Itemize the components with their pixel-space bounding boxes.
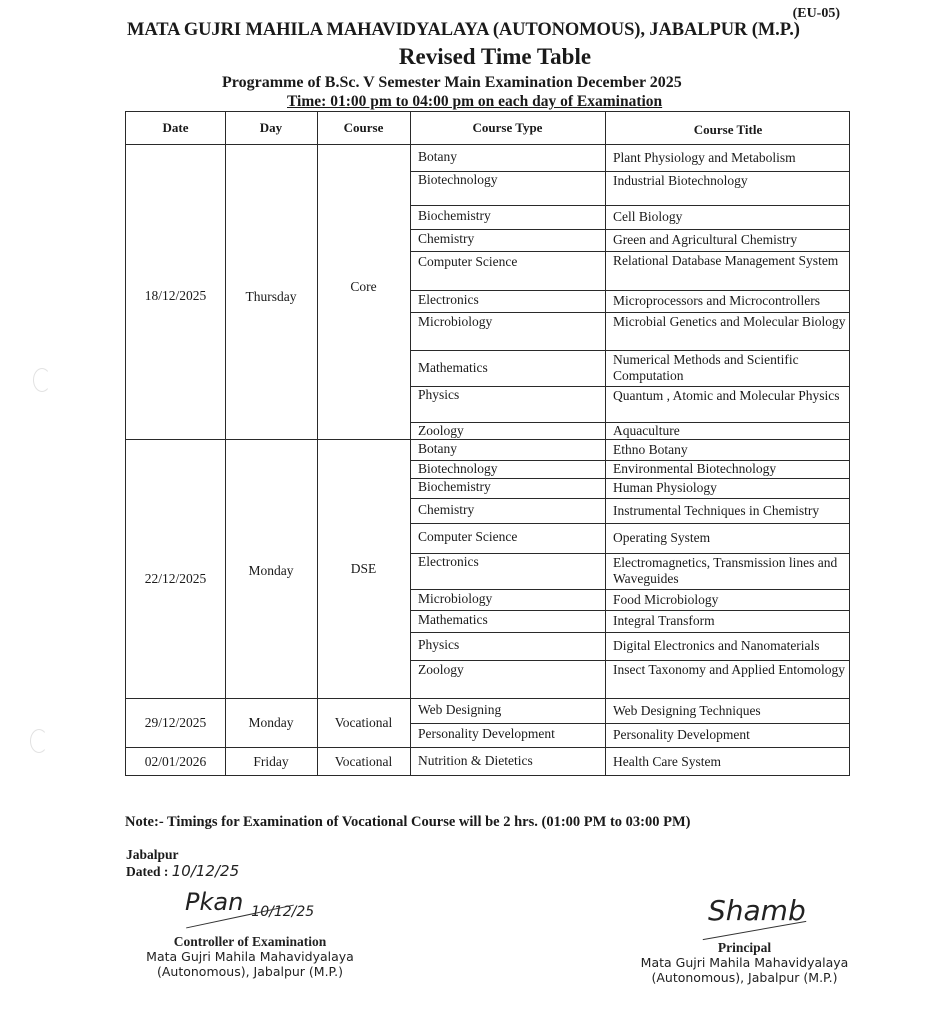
signature-handwriting: Pkan xyxy=(185,888,244,916)
course-category: DSE xyxy=(350,560,377,576)
controller-designation xyxy=(130,934,370,979)
group-divider xyxy=(126,698,849,699)
course-title: Environmental Biotechnology xyxy=(613,461,777,476)
course-type: Computer Science xyxy=(418,253,518,269)
course-title: Integral Transform xyxy=(613,613,715,628)
exam-day: Monday xyxy=(248,714,294,730)
course-title: Personality Development xyxy=(613,727,750,742)
group-divider xyxy=(126,439,849,440)
document-title: Revised Time Table xyxy=(398,44,592,69)
row-divider xyxy=(410,205,849,206)
course-type: Microbiology xyxy=(418,590,493,606)
dated-line xyxy=(126,863,239,880)
exam-date: 02/01/2026 xyxy=(144,754,207,769)
column-header-course-title: Course Title xyxy=(693,122,763,137)
course-title: Digital Electronics and Nanomaterials xyxy=(613,638,820,653)
address-line: (Autonomous), Jabalpur (M.P.) xyxy=(156,964,343,979)
dated-value: 10/12/25 xyxy=(171,862,240,880)
course-type: Biotechnology xyxy=(418,172,498,187)
principal-designation xyxy=(632,940,857,985)
row-divider xyxy=(410,312,849,313)
column-header-course-type: Course Type xyxy=(472,120,543,135)
row-divider xyxy=(410,229,849,230)
designation-line: Controller of Examination xyxy=(173,934,327,949)
course-title: Food Microbiology xyxy=(613,591,719,607)
course-title: Plant Physiology and Metabolism xyxy=(613,149,796,165)
course-title: Green and Agricultural Chemistry xyxy=(613,232,798,247)
course-title: Relational Database Management System xyxy=(613,253,839,268)
course-type: Personality Development xyxy=(418,726,555,741)
signature-date: 10/12/25 xyxy=(251,904,315,920)
course-category: Core xyxy=(350,278,377,294)
course-title: Ethno Botany xyxy=(613,441,688,457)
course-type: Microbiology xyxy=(418,314,493,329)
course-type: Zoology xyxy=(418,423,464,438)
exam-day: Friday xyxy=(253,754,289,769)
principal-signature xyxy=(708,894,806,927)
course-type: Physics xyxy=(418,387,460,402)
course-title: Electromagnetics, Transmission lines and Waveguides xyxy=(613,555,838,586)
address-line: (Autonomous), Jabalpur (M.P.) xyxy=(651,970,838,985)
punch-hole-mark xyxy=(33,368,51,392)
exam-date: 18/12/2025 xyxy=(144,287,207,303)
course-title: Insect Taxonomy and Applied Entomology xyxy=(613,662,846,677)
column-header-course: Course xyxy=(343,120,384,135)
course-title: Cell Biology xyxy=(613,209,683,224)
course-title: Instrumental Techniques in Chemistry xyxy=(613,502,820,518)
course-title: Web Designing Techniques xyxy=(613,702,761,718)
course-title: Microbial Genetics and Molecular Biology xyxy=(613,314,846,329)
place-label: Jabalpur xyxy=(126,847,179,862)
exam-day: Monday xyxy=(248,562,294,578)
column-divider xyxy=(410,112,411,775)
group-divider xyxy=(126,747,849,748)
row-divider xyxy=(410,498,849,499)
course-type: Zoology xyxy=(418,662,464,677)
course-type: Chemistry xyxy=(418,231,475,246)
column-divider xyxy=(605,112,606,775)
course-type: Biochemistry xyxy=(418,208,491,223)
course-title: Quantum , Atomic and Molecular Physics xyxy=(613,388,840,403)
course-title: Numerical Methods and Scientific Computation xyxy=(613,352,799,383)
column-header-day: Day xyxy=(259,120,283,135)
course-type: Mathematics xyxy=(418,612,488,627)
header-divider xyxy=(126,144,849,145)
row-divider xyxy=(410,610,849,611)
time-line: Time: 01:00 pm to 04:00 pm on each day of Examination xyxy=(287,93,663,110)
row-divider xyxy=(410,723,849,724)
form-code: (EU-05) xyxy=(792,6,840,21)
course-title: Industrial Biotechnology xyxy=(613,173,748,188)
designation-line: Principal xyxy=(717,940,772,955)
programme-line: Programme of B.Sc. V Semester Main Examination December 2025 xyxy=(222,74,682,91)
course-title: Health Care System xyxy=(613,754,721,769)
exam-date: 22/12/2025 xyxy=(144,570,207,586)
column-header-date: Date xyxy=(162,120,189,135)
course-type: Botany xyxy=(418,148,457,164)
course-type: Electronics xyxy=(418,292,479,307)
exam-day: Thursday xyxy=(245,288,297,304)
course-type: Physics xyxy=(418,637,460,652)
course-title: Human Physiology xyxy=(613,480,717,495)
punch-hole-mark xyxy=(30,729,48,753)
row-divider xyxy=(410,290,849,291)
row-divider xyxy=(410,660,849,661)
row-divider xyxy=(410,386,849,387)
course-type: Web Designing xyxy=(418,701,502,717)
column-divider xyxy=(225,112,226,775)
course-type: Chemistry xyxy=(418,501,475,517)
course-type: Computer Science xyxy=(418,529,518,544)
column-divider xyxy=(317,112,318,775)
place-and-date xyxy=(126,846,239,880)
course-type: Biotechnology xyxy=(418,461,498,476)
row-divider xyxy=(410,632,849,633)
course-type: Nutrition & Dietetics xyxy=(418,753,533,768)
course-type: Botany xyxy=(418,440,457,456)
college-line: Mata Gujri Mahila Mahavidyalaya xyxy=(146,949,354,964)
course-title: Microprocessors and Microcontrollers xyxy=(613,293,820,308)
course-title: Aquaculture xyxy=(613,423,680,438)
course-category: Vocational xyxy=(334,754,393,769)
row-divider xyxy=(410,251,849,252)
row-divider xyxy=(410,523,849,524)
vocational-timing-note: Note:- Timings for Examination of Vocational Course will be 2 hrs. (01:00 PM to 03:00 PM) xyxy=(125,814,691,830)
course-type: Mathematics xyxy=(418,360,488,375)
course-category: Vocational xyxy=(334,714,393,730)
controller-signature xyxy=(185,888,315,920)
exam-date: 29/12/2025 xyxy=(144,714,207,730)
dated-label: Dated : xyxy=(126,864,169,879)
time-table xyxy=(125,111,850,776)
course-type: Biochemistry xyxy=(418,479,491,494)
course-title: Operating System xyxy=(613,530,711,545)
institution-name: MATA GUJRI MAHILA MAHAVIDYALAYA (AUTONOMOUS), JABALPUR (M.P.) xyxy=(127,20,800,40)
signature-handwriting: Shamb xyxy=(708,894,806,927)
row-divider xyxy=(410,350,849,351)
college-line: Mata Gujri Mahila Mahavidyalaya xyxy=(640,955,849,970)
course-type: Electronics xyxy=(418,554,479,569)
